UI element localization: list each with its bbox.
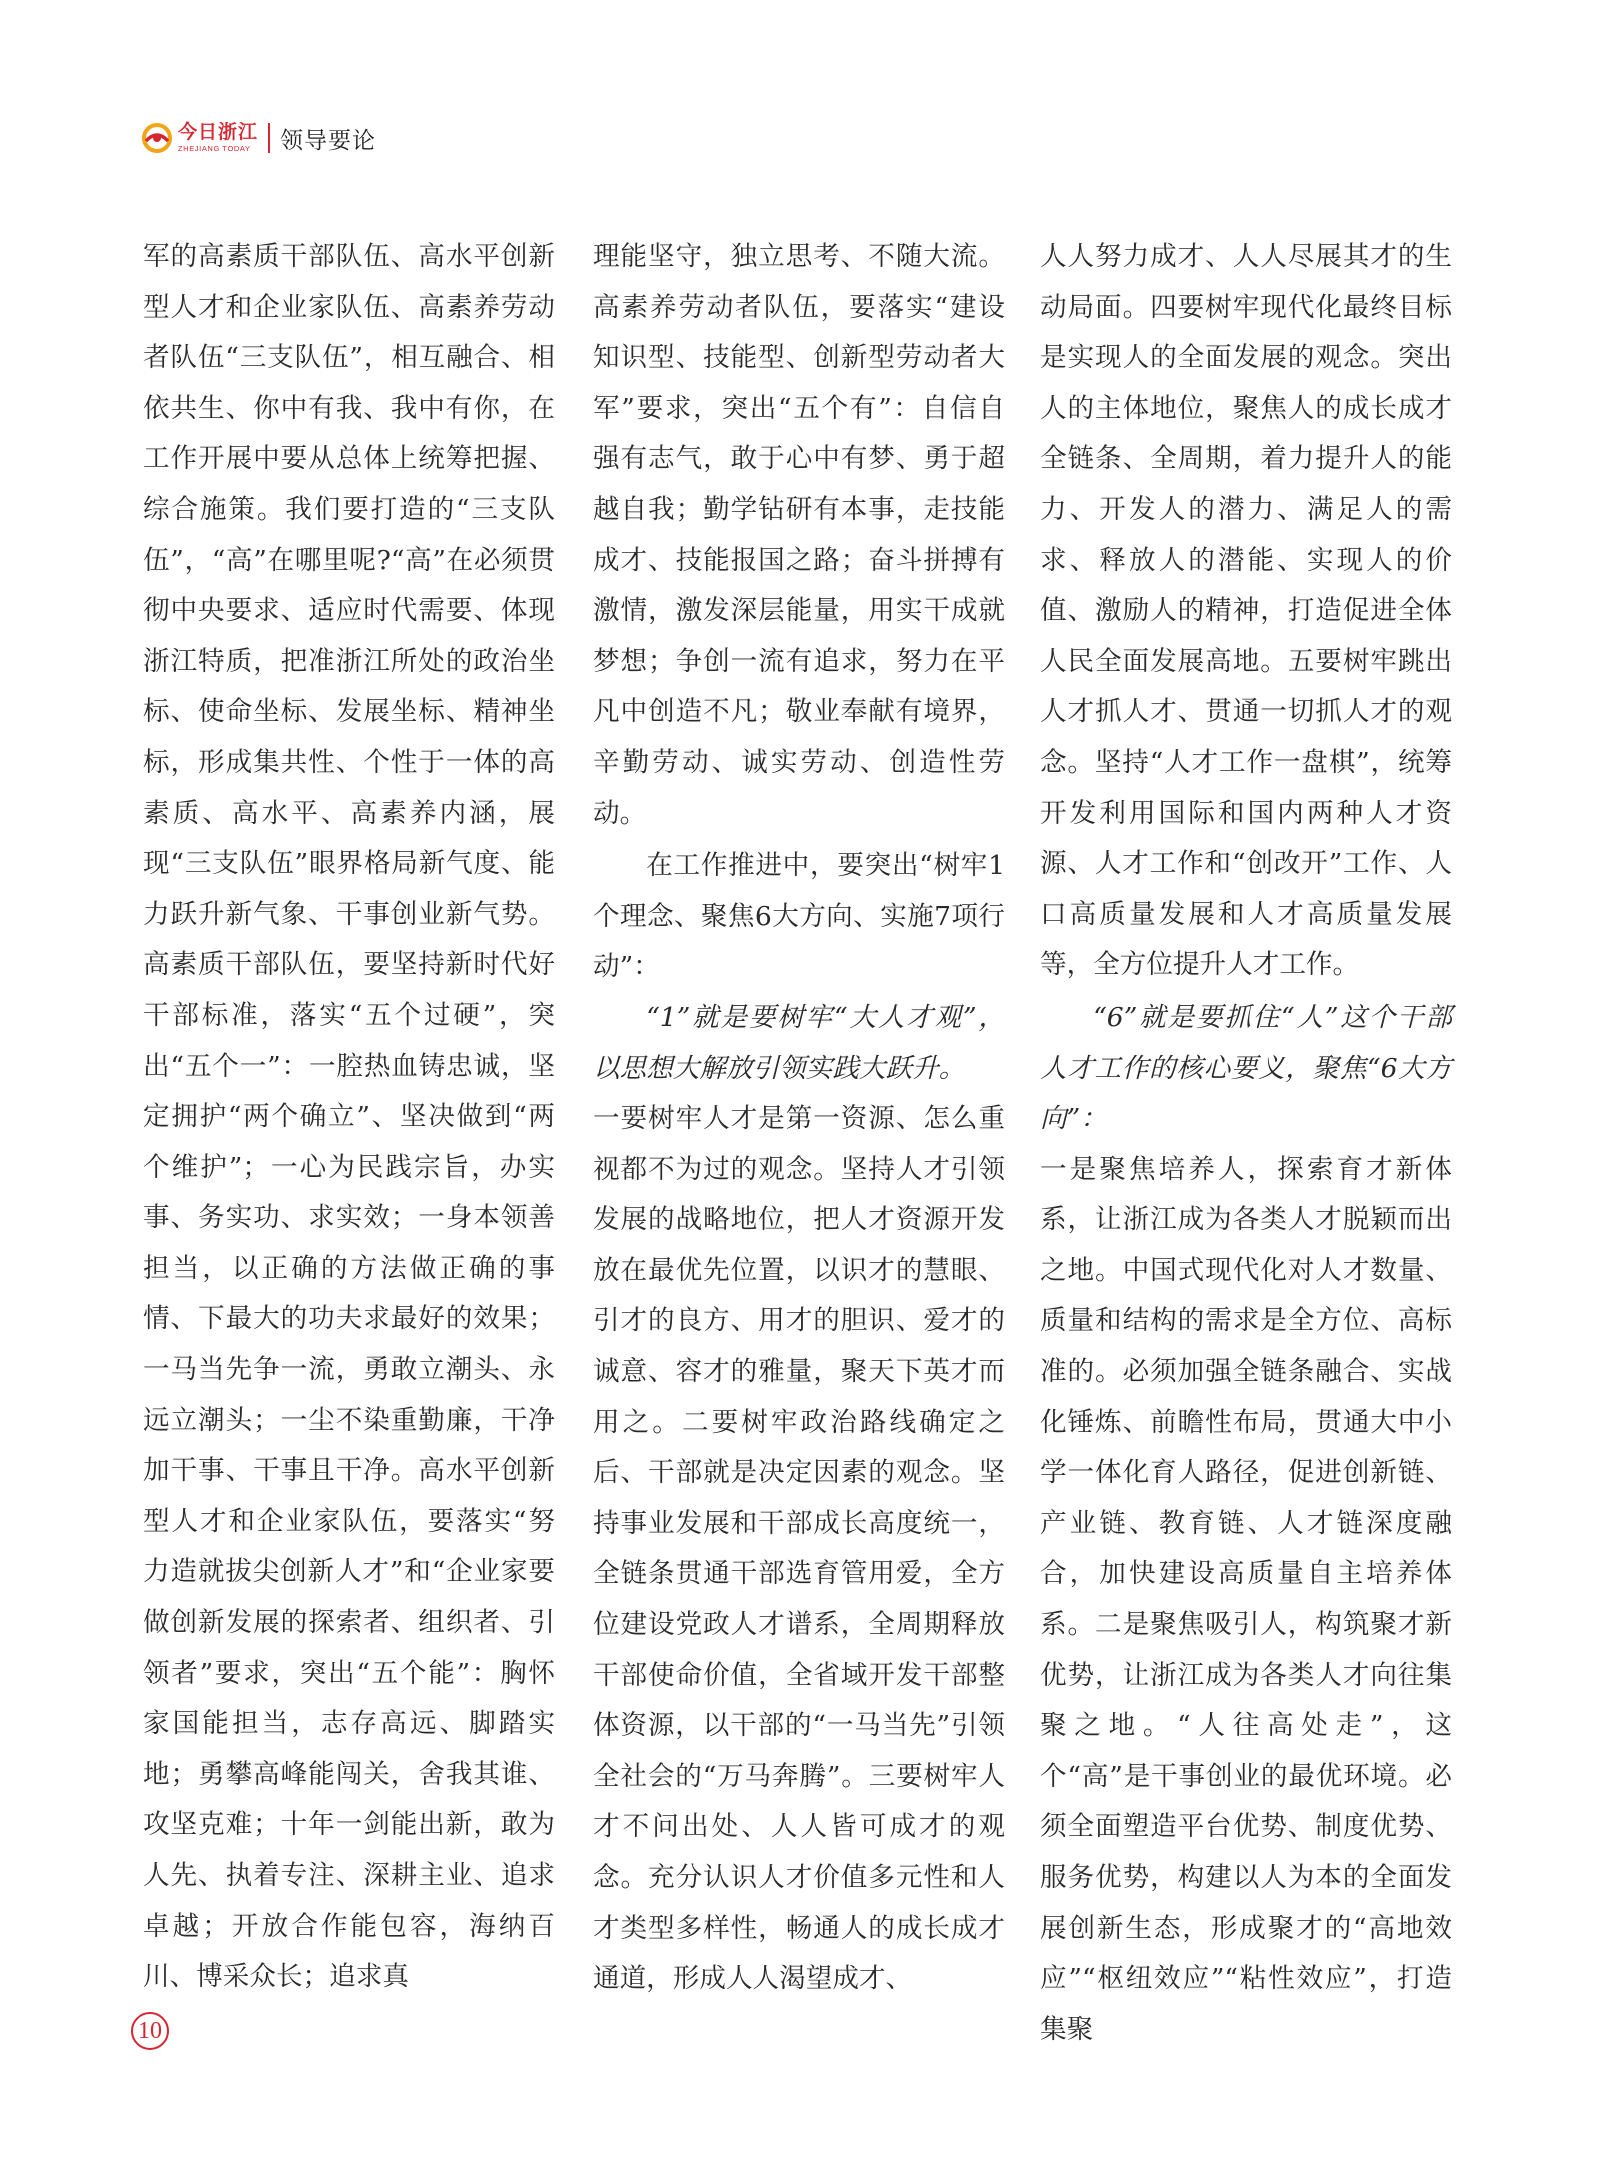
paragraph: 理能坚守，独立思考、不随大流。高素养劳动者队伍，要落实“建设知识型、技能型、创新型劳动者大军”要求，突出“五个有”：自信自强有志气，敢于心中有梦、勇于超越自我；勤学钻研有本事，走技能成才、技能报国之路；奋斗拼搏有激情，激发深层能量，用实干成就梦想；争创一流有追求，努力在平凡中创造不凡；敬业奉献有境界，辛勤劳动、诚实劳动、创造性劳动。 xyxy=(593,241,1005,829)
paragraph: 人人努力成才、人人尽展其才的生动局面。四要树牢现代化最终目标是实现人的全面发展的观念。突出人的主体地位，聚焦人的成长成才全链条、全周期，着力提升人的能力、开发人的潜力、满足人的需求、释放人的潜能、实现人的价值、激励人的精神，打造促进全体人民全面发展高地。五要树牢跳出人才抓人才、贯通一切抓人才的观念。坚持“人才工作一盘棋”，统筹开发利用国际和国内两种人才资源、人才工作和“创改开”工作、人口高质量发展和人才高质量发展等，全方位提升人才工作。 xyxy=(1040,241,1452,981)
text-column-3 xyxy=(1040,232,1452,2055)
paragraph: 一要树牢人才是第一资源、怎么重视都不为过的观念。坚持人才引领发展的战略地位，把人才资源开发放在最优先位置，以识才的慧眼、引才的良方、用才的胆识、爱才的诚意、容才的雅量，聚天下英才而用之。二要树牢政治路线确定之后、干部就是决定因素的观念。坚持事业发展和干部成长高度统一，全链条贯通干部选育管用爱，全方位建设党政人才谱系，全周期释放干部使命价值，全省域开发干部整体资源，以干部的“一马当先”引领全社会的“万马奔腾”。三要树牢人才不问出处、人人皆可成才的观念。充分认识人才价值多元性和人才类型多样性，畅通人的成长成才通道，形成人人渴望成才、 xyxy=(593,1103,1005,1995)
page-number: 10 xyxy=(131,2012,169,2050)
text-column-2 xyxy=(593,232,1005,2005)
sun-logo-icon xyxy=(140,121,174,155)
subheading-6: “6”就是要抓住“人”这个干部人才工作的核心要义，聚焦“6大方向”： xyxy=(1040,1001,1452,1135)
paragraph: 一是聚焦培养人，探索育才新体系，让浙江成为各类人才脱颖而出之地。中国式现代化对人才数量、质量和结构的需求是全方位、高标准的。必须加强全链条融合、实战化锤炼、前瞻性布局，贯通大中小学一体化育人路径，促进创新链、产业链、教育链、人才链深度融合，加快建设高质量自主培养体系。二是聚焦吸引人，构筑聚才新优势，让浙江成为各类人才向往集聚之地。“人往高处走”，这个“高”是干事创业的最优环境。必须全面塑造平台优势、制度优势、服务优势，构建以人为本的全面发展创新生态，形成聚才的“高地效应”“枢纽效应”“粘性效应”，打造集聚 xyxy=(1040,1153,1452,2045)
paragraph: 军的高素质干部队伍、高水平创新型人才和企业家队伍、高素养劳动者队伍“三支队伍”，相互融合、相依共生、你中有我、我中有你，在工作开展中要从总体上统筹把握、综合施策。我们要打造的“三支队伍”，“高”在哪里呢?“高”在必须贯彻中央要求、适应时代需要、体现浙江特质，把准浙江所处的政治坐标、使命坐标、发展坐标、精神坐标，形成集共性、个性于一体的高素质、高水平、高素养内涵，展现“三支队伍”眼界格局新气度、能力跃升新气象、干事创业新气势。高素质干部队伍，要坚持新时代好干部标准，落实“五个过硬”，突出“五个一”：一腔热血铸忠诚，坚定拥护“两个确立”、坚决做到“两个维护”；一心为民践宗旨，办实事、务实功、求实效；一身本领善担当，以正确的方法做正确的事情、下最大的功夫求最好的效果；一马当先争一流，勇敢立潮头、永远立潮头；一尘不染重勤廉，干净加干事、干事且干净。高水平创新型人才和企业家队伍，要落实“努力造就拔尖创新人才”和“企业家要做创新发展的探索者、组织者、引领者”要求，突出“五个能”：胸怀家国能担当，志存高远、脚踏实地；勇攀高峰能闯关，舍我其谁、攻坚克难；十年一剑能出新，敢为人先、执着专注、深耕主业、追求卓越；开放合作能包容，海纳百川、博采众长；追求真 xyxy=(143,241,555,1993)
subheading-1: “1”就是要树牢“大人才观”，以思想大解放引领实践大跃升。 xyxy=(593,1001,1005,1084)
page-header xyxy=(140,118,376,158)
zhejiang-today-logo xyxy=(140,121,258,155)
paragraph: 在工作推进中，要突出“树牢1个理念、聚焦6大方向、实施7项行动”： xyxy=(593,850,1005,983)
header-divider xyxy=(268,123,270,153)
logo-chinese-text: 今日浙江 xyxy=(178,121,259,144)
section-title: 领导要论 xyxy=(280,127,377,154)
text-column-1 xyxy=(143,232,555,2003)
logo-english-text: ZHEJIANG TODAY xyxy=(178,144,251,154)
